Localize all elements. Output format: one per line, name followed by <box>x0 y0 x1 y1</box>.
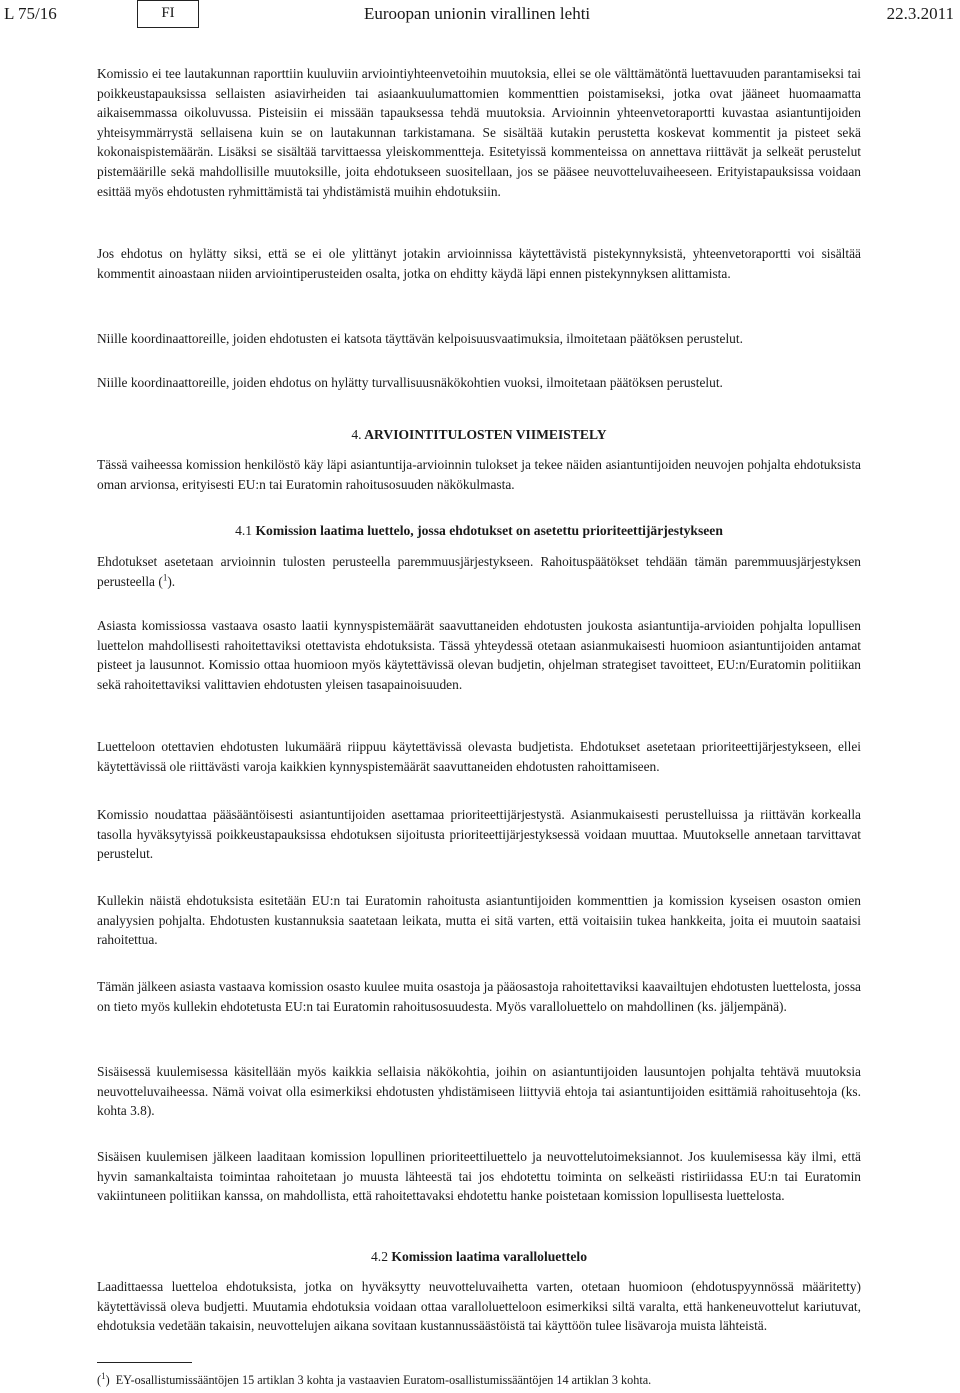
paragraph-arviointiyhteenveto: Komissio ei tee lautakunnan raporttiin kuuluviin arviointiyhteenvetoihin muutoksia, ellei se ole välttämätöntä luettavuuden parantamiseksi tai poikkeustapauksissa sellaisten asiavirheiden tai asiaankuulumattomien kommenttien poistamiseksi, jotka ovat jääneet huomaamatta aikaisemmassa oikoluvussa. Pisteisiin ei missään tapauksessa tehdä muutoksia. Arvioinnin yhteenvetoraportti kuvastaa asiantuntijoiden yhteisymmärrystä sellaisena kuin se on lautakunnan tarkistamana. Se sisältää kutakin perustetta koskevat kommentit ja pisteet sekä kokonaispistemäärän. Lisäksi se sisältää tarvittaessa yleiskommentteja. Esitetyissä kommenteissa on annettava riittävät ja selkeät perustelut pistemäärille sekä mahdollisille muutoksille, joita ehdotukseen suositellaan, jos se pääsee neuvotteluvaiheeseen. Erityistapauksissa voidaan esittää myös ehdotusten ryhmittämistä tai yhdistämistä muihin ehdotuksiin. <box>97 66 861 199</box>
page-header <box>0 0 960 30</box>
section-number: 4.1 <box>235 523 253 538</box>
publication-date: 22.3.2011 <box>886 4 954 23</box>
section-heading-4-1 <box>97 521 861 541</box>
footnote-reference: 1 <box>162 572 168 583</box>
footnote: ($^1$) EY-osallistumissääntöjen 15 artiklan 3 kohta ja vastaavien Euratom-osallistumissääntöjen 14 artiklan 3 kohta. <box>97 1370 652 1387</box>
section-number: 4.2 <box>371 1249 388 1264</box>
section-heading-4-2 <box>97 1247 861 1267</box>
page-reference: L 75/16 <box>4 4 57 23</box>
paragraph-varalloluettelo: Laadittaessa luetteloa ehdotuksista, jotka on hyväksytty neuvotteluvaihetta varten, otetaan huomioon (ehdotuspyynnössä määritetty) käytettävissä oleva budjetti. Muutamia ehdotuksia voidaan ottaa varalloluetteloon esimerkiksi siltä varalta, että hankeneuvottelut kariutuvat, ehdotuksia vedetään takaisin, neuvottelujen aikana sovitaan kustannussäästöistä tai käyttöön tulee lisävaroja muista lähteistä. <box>97 1279 861 1334</box>
paragraph-hylatty-pistekynnys: Jos ehdotus on hylätty siksi, että se ei ole ylittänyt jotakin arvioinnissa käytettävistä pistekynnyksistä, yhteenvetoraportti voi sisältää kommentit ainoastaan niiden arviointiperusteiden osalta, jotka on ehditty käydä läpi ennen pistekynnyksen alittamista. <box>97 246 861 281</box>
paragraph-text-end: ). <box>167 573 176 589</box>
paragraph-komission-arvio: Tässä vaiheessa komission henkilöstö käy läpi asiantuntija-arvioinnin tulokset ja tekee näiden asiantuntijoiden neuvojen pohjalta ehdotuksista oman arvionsa, erityisesti EU:n tai Euratomin rahoitusosuuden näkökulmasta. <box>97 457 861 492</box>
paragraph-prioriteettijarjestys: Komissio noudattaa pääsääntöisesti asiantuntijoiden asettamaa prioriteettijärjestystä. Asianmukaisesti perustelluissa ja riittävän korkealla tasolla hyväksytyissä poikkeustapauksissa ehdotuksen sijoitusta prioriteettijärjestyksessä voidaan muuttaa. Muutokselle annetaan tarvittavat perustelut. <box>97 807 861 862</box>
section-title: Komission laatima luettelo, jossa ehdotukset on asetettu prioriteettijärjestykseen <box>255 523 723 538</box>
journal-title: Euroopan unionin virallinen lehti <box>364 4 591 23</box>
footnote-text: EY-osallistumissääntöjen 15 artiklan 3 kohta ja vastaavien Euratom-osallistumissääntöjen 14 artiklan 3 kohta. <box>115 1373 652 1387</box>
paragraph-kuuleminen: Tämän jälkeen asiasta vastaava komission osasto kuulee muita osastoja ja pääosastoja rahoitettaviksi kaavailtujen ehdotusten luettelosta, jossa on tieto myös kullekin ehdotetusta EU:n tai Euratomin rahoitusosuudesta. Myös varalloluettelo on mahdollinen (ks. jäljempänä). <box>97 979 861 1014</box>
paragraph-lopullinen-prioriteettiluettelo: Sisäisen kuulemisen jälkeen laaditaan komission lopullinen prioriteettiluettelo ja neuvottelutoimeksiannot. Jos kuulemisessa käy ilmi, että hyvin samankaltaista toimintaa rahoitetaan jo muusta lähteestä tai jos ehdotettu toiminta on selkeästi ristiriidassa EU:n tai Euratomin vakiintuneen politiikan kanssa, on mahdollista, että rahoitettavaksi ehdotettu hanke poistetaan komission lopullisesta luettelosta. <box>97 1149 861 1204</box>
paragraph-lopullinen-luettelo: Asiasta komissiossa vastaava osasto laatii kynnyspistemäärät saavuttaneiden ehdotusten joukosta asiantuntija-arvioiden pohjalta lopullisen luettelon mahdollisesti rahoitettaviksi otettavista ehdotuksista. Tässä yhteydessä otetaan asianmukaisesti huomioon asiantuntijoiden antamat pisteet ja lausunnot. Komissio ottaa huomioon myös käytettävissä olevan budjetin, ohjelman strategiset tavoitteet, EU:n/Euratomin politiikan sekä rahoitettaviksi valittavien ehdotusten yleisen tasapainoisuuden. <box>97 618 861 692</box>
paragraph-sisainen-kuuleminen: Sisäisessä kuulemisessa käsitellään myös kaikkia sellaisia näkökohtia, joihin on asiantuntijoiden lausuntojen pohjalta tehtävä muutoksia neuvotteluvaiheessa. Nämä voivat olla esimerkiksi ehdotusten yhdistämiseen liittyviä ehtoja tai asiantuntijoiden esittämiä rahoitusehtoja (ks. kohta 3.8). <box>97 1064 861 1119</box>
paragraph-text: Ehdotukset asetetaan arvioinnin tulosten perusteella paremmuusjärjestykseen. Rahoituspäätökset tehdään tämän paremmuusjärjestyksen perusteella ( <box>97 554 861 589</box>
section-title: Komission laatima varalloluettelo <box>391 1249 587 1264</box>
section-heading-4 <box>97 425 861 445</box>
language-code-box: FI <box>137 0 199 28</box>
paragraph-turvallisuus: Niille koordinaattoreille, joiden ehdotus on hylätty turvallisuusnäkökohtien vuoksi, ilmoitetaan päätöksen perustelut. <box>97 375 723 390</box>
footnote-divider <box>97 1362 192 1363</box>
paragraph-rahoitus: Kullekin näistä ehdotuksista esitetään EU:n tai Euratomin rahoitusta asiantuntijoiden kommenttien ja komission kyseisen osaston omien analyysien pohjalta. Ehdotusten kustannuksia saatetaan leikata, mutta ei sitä varten, että voitaisiin tukea hankkeita, joita ei muutoin saataisi rahoitettua. <box>97 893 861 948</box>
paragraph-kelpoisuus: Niille koordinaattoreille, joiden ehdotusten ei katsota täyttävän kelpoisuusvaatimuksia, ilmoitetaan päätöksen perustelut. <box>97 331 743 346</box>
section-title: ARVIOINTITULOSTEN VIIMEISTELY <box>364 427 607 442</box>
paragraph-paremmuusjarjestys <box>97 552 861 591</box>
footnote-marker: 1 <box>101 1370 106 1381</box>
section-number: 4. <box>351 427 362 442</box>
paragraph-lukumaara: Luetteloon otettavien ehdotusten lukumäärä riippuu käytettävissä olevasta budjetista. Ehdotukset asetetaan prioriteettijärjestykseen, ellei käytettävissä ole riittävästi varoja kaikkien kynnyspistemäärät saavuttaneiden ehdotusten rahoittamiseen. <box>97 739 861 774</box>
